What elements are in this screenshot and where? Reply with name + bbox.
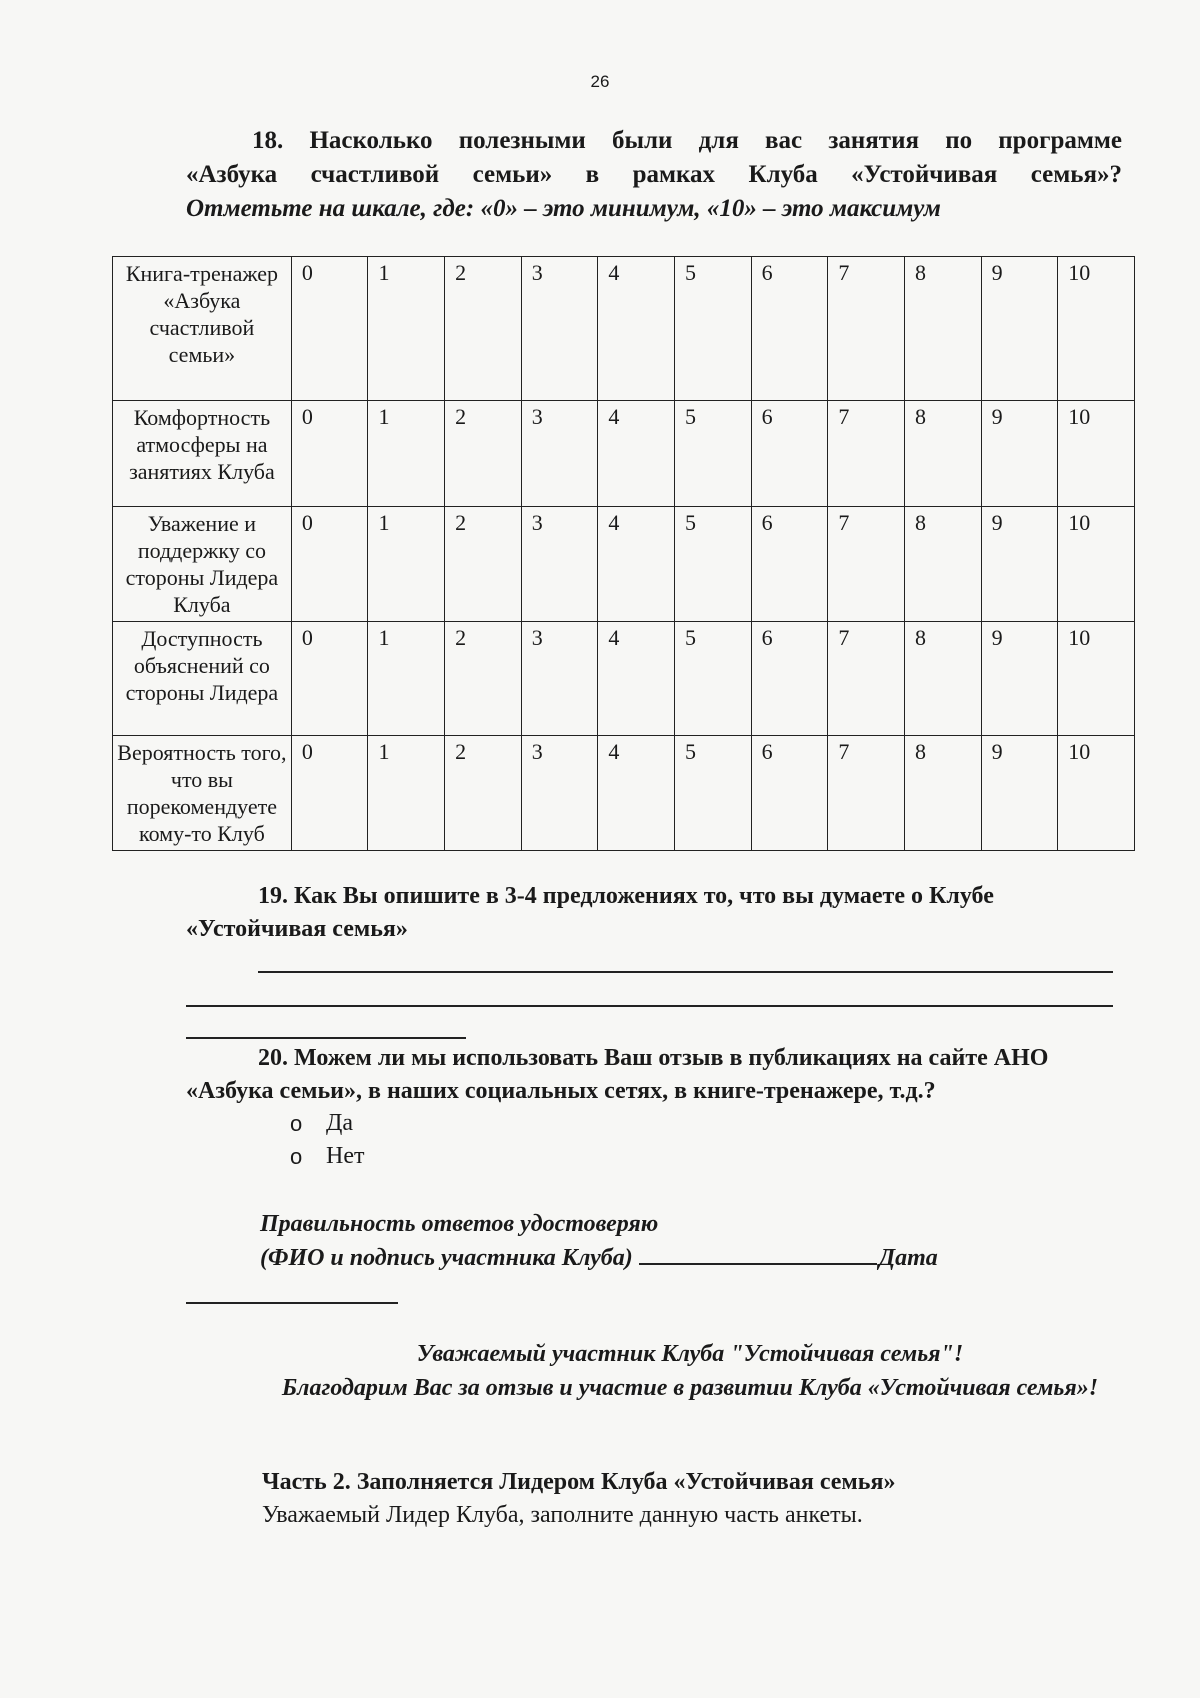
scale-cell[interactable]: 5 <box>675 257 752 401</box>
scale-cell[interactable]: 6 <box>751 507 828 622</box>
thanks-line-2: Благодарим Вас за отзыв и участие в развитии Клуба «Устойчивая семья»! <box>281 1375 1099 1401</box>
question-20: 20. Можем ли мы использовать Ваш отзыв в публикациях на сайте АНО «Азбука семьи», в наших социальных сетях, в книге-тренажере, т.д.? <box>186 1045 1049 1104</box>
scale-cell[interactable]: 7 <box>828 736 905 851</box>
scale-cell[interactable]: 3 <box>521 622 598 736</box>
row-label: Доступность объяснений со стороны Лидера <box>113 622 292 736</box>
scale-cell[interactable]: 4 <box>598 736 675 851</box>
scale-cell[interactable]: 9 <box>981 622 1058 736</box>
scale-cell[interactable]: 8 <box>904 401 981 507</box>
scale-cell[interactable]: 2 <box>445 401 522 507</box>
part-2-header <box>262 1466 1122 1532</box>
thanks-message <box>260 1337 1120 1405</box>
rating-table <box>112 256 1135 851</box>
certification <box>260 1207 1120 1275</box>
scale-cell[interactable]: 10 <box>1058 622 1135 736</box>
answer-line-2[interactable] <box>186 1005 1113 1007</box>
part-2-title: Часть 2. Заполняется Лидером Клуба «Устойчивая семья» <box>262 1469 896 1495</box>
scale-cell[interactable]: 9 <box>981 401 1058 507</box>
table-row <box>113 507 1135 622</box>
scale-cell[interactable]: 2 <box>445 507 522 622</box>
scale-cell[interactable]: 4 <box>598 257 675 401</box>
scale-cell[interactable]: 6 <box>751 736 828 851</box>
scale-cell[interactable]: 10 <box>1058 507 1135 622</box>
radio-circle-icon[interactable]: o <box>290 1111 303 1136</box>
row-label: Уважение и поддержку со стороны Лидера Клуба <box>113 507 292 622</box>
row-label: Комфортность атмосферы на занятиях Клуба <box>113 401 292 507</box>
scale-cell[interactable]: 10 <box>1058 257 1135 401</box>
scale-cell[interactable]: 1 <box>368 401 445 507</box>
option-no-label: Нет <box>326 1143 365 1169</box>
certification-line-2: (ФИО и подпись участника Клуба) Дата <box>260 1241 1120 1275</box>
table-row <box>113 736 1135 851</box>
scale-cell[interactable]: 1 <box>368 257 445 401</box>
scale-cell[interactable]: 2 <box>445 622 522 736</box>
scale-cell[interactable]: 3 <box>521 507 598 622</box>
thanks-line-1: Уважаемый участник Клуба "Устойчивая семья"! <box>416 1341 964 1367</box>
answer-line-3[interactable] <box>186 1037 466 1039</box>
page-number: 26 <box>590 72 610 91</box>
scale-cell[interactable]: 0 <box>291 622 368 736</box>
scale-cell[interactable]: 8 <box>904 622 981 736</box>
scale-cell[interactable]: 10 <box>1058 736 1135 851</box>
radio-circle-icon[interactable]: o <box>290 1144 303 1169</box>
scale-cell[interactable]: 4 <box>598 622 675 736</box>
scale-cell[interactable]: 3 <box>521 736 598 851</box>
scale-cell[interactable]: 0 <box>291 507 368 622</box>
scale-cell[interactable]: 3 <box>521 401 598 507</box>
scale-cell[interactable]: 0 <box>291 257 368 401</box>
scale-cell[interactable]: 1 <box>368 622 445 736</box>
scale-cell[interactable]: 10 <box>1058 401 1135 507</box>
scale-cell[interactable]: 1 <box>368 507 445 622</box>
scale-cell[interactable]: 1 <box>368 736 445 851</box>
table-row <box>113 257 1135 401</box>
scale-cell[interactable]: 6 <box>751 622 828 736</box>
scale-cell[interactable]: 5 <box>675 622 752 736</box>
date-line[interactable] <box>186 1302 398 1304</box>
scale-cell[interactable]: 6 <box>751 401 828 507</box>
answer-line-1[interactable] <box>258 971 1113 973</box>
scale-cell[interactable]: 6 <box>751 257 828 401</box>
scale-cell[interactable]: 9 <box>981 257 1058 401</box>
certification-line-1: Правильность ответов удостоверяю <box>260 1211 659 1237</box>
scale-cell[interactable]: 5 <box>675 507 752 622</box>
option-no[interactable] <box>290 1140 364 1173</box>
signature-line[interactable] <box>639 1241 877 1265</box>
question-19: 19. Как Вы опишите в 3-4 предложениях то, что вы думаете о Клубе «Устойчивая семья» <box>186 883 994 942</box>
row-label: Книга-тренажер «Азбука счастливой семьи» <box>113 257 292 401</box>
question-20-options <box>290 1107 364 1173</box>
scale-cell[interactable]: 4 <box>598 401 675 507</box>
scale-cell[interactable]: 7 <box>828 257 905 401</box>
row-label: Вероятность того, что вы порекомендуете кому-то Клуб <box>113 736 292 851</box>
scale-cell[interactable]: 3 <box>521 257 598 401</box>
scale-cell[interactable]: 8 <box>904 736 981 851</box>
scale-cell[interactable]: 2 <box>445 257 522 401</box>
date-label: Дата <box>878 1245 938 1271</box>
scale-cell[interactable]: 2 <box>445 736 522 851</box>
option-yes[interactable] <box>290 1107 364 1140</box>
scale-cell[interactable]: 7 <box>828 622 905 736</box>
question-18-line-2: «Азбука счастливой семьи» в рамках Клуба «Устойчивая семья»? <box>186 161 1122 188</box>
scale-cell[interactable]: 5 <box>675 401 752 507</box>
scale-cell[interactable]: 4 <box>598 507 675 622</box>
table-row <box>113 622 1135 736</box>
scale-cell[interactable]: 0 <box>291 401 368 507</box>
scale-cell[interactable]: 7 <box>828 401 905 507</box>
scale-cell[interactable]: 9 <box>981 736 1058 851</box>
question-18-line-1: 18. Насколько полезными были для вас занятия по программе <box>252 127 1122 154</box>
scale-cell[interactable]: 9 <box>981 507 1058 622</box>
scale-cell[interactable]: 0 <box>291 736 368 851</box>
part-2-subtitle: Уважаемый Лидер Клуба, заполните данную часть анкеты. <box>262 1502 863 1528</box>
question-18 <box>186 124 1122 226</box>
scale-cell[interactable]: 8 <box>904 257 981 401</box>
scale-cell[interactable]: 7 <box>828 507 905 622</box>
option-yes-label: Да <box>326 1110 354 1136</box>
scale-cell[interactable]: 8 <box>904 507 981 622</box>
table-row <box>113 401 1135 507</box>
scale-cell[interactable]: 5 <box>675 736 752 851</box>
question-18-instruction: Отметьте на шкале, где: «0» – это минимум, «10» – это максимум <box>186 195 941 222</box>
